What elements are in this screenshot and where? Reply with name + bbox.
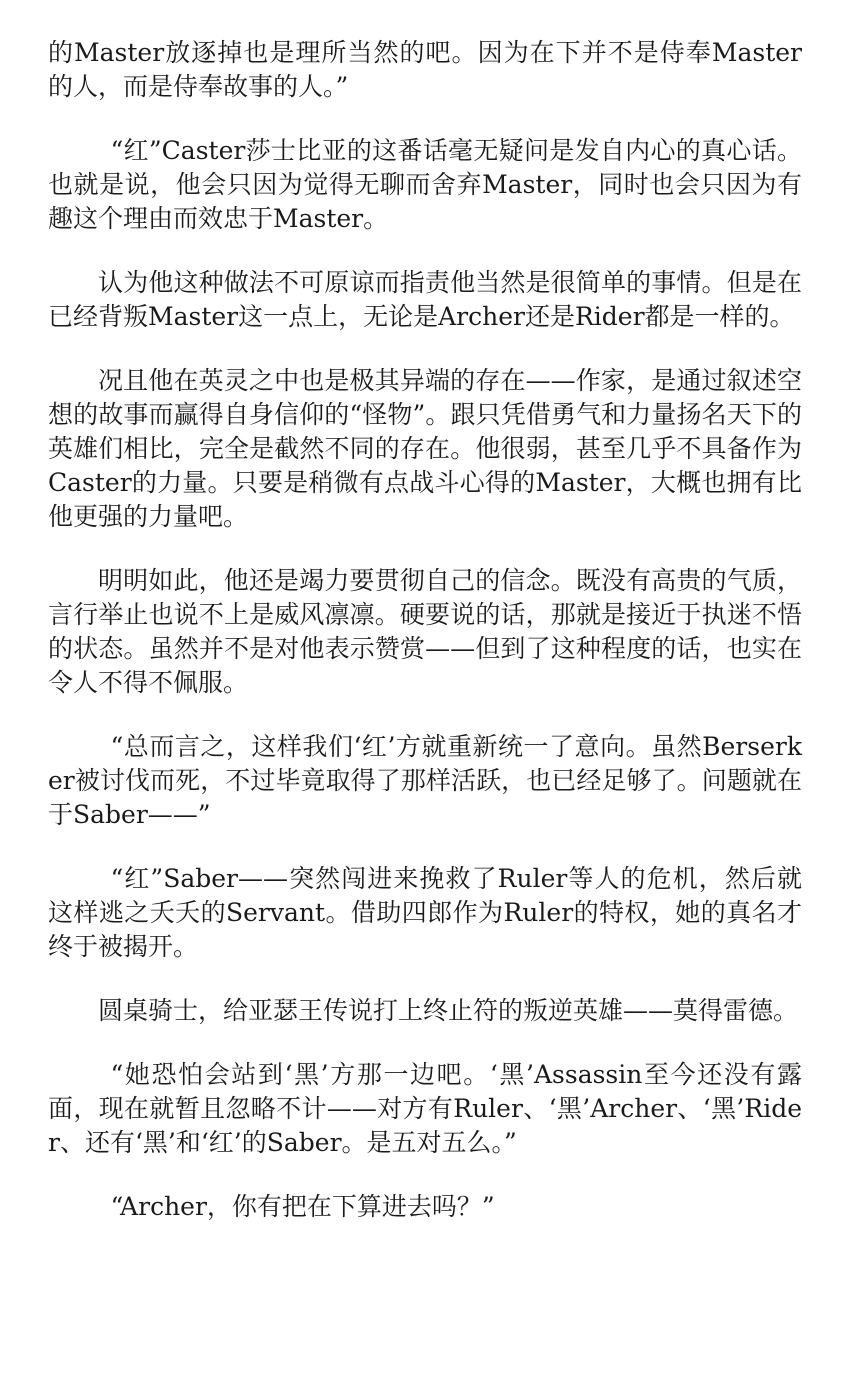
paragraph: 圆桌骑士，给亚瑟王传说打上终止符的叛逆英雄——莫得雷德。 [98, 996, 799, 1025]
document-page [48, 36, 802, 1254]
paragraph: 认为他这种做法不可原谅而指责他当然是很简单的事情。但是在已经背叛Master这一点上，无论是Archer还是Rider都是一样的。 [48, 268, 802, 331]
paragraph: 明明如此，他还是竭力要贯彻自己的信念。既没有高贵的气质，言行举止也说不上是威风凛凛。硬要说的话，那就是接近于执迷不悟的状态。虽然并不是对他表示赞赏——但到了这种程度的话，也实在令人不得不佩服。 [48, 566, 802, 697]
paragraph: 的Master放逐掉也是理所当然的吧。因为在下并不是侍奉Master的人，而是侍奉故事的人。” [48, 38, 802, 101]
paragraph: “她恐怕会站到‘黑’方那一边吧。‘黑’Assassin至今还没有露面，现在就暂且忽略不计——对方有Ruler、‘黑’Archer、‘黑’Rider、还有‘黑’和‘红’的Saber。是五对五么。” [48, 1060, 802, 1157]
paragraph: “Archer，你有把在下算进去吗？” [110, 1192, 495, 1221]
paragraph: “红”Saber——突然闯进来挽救了Ruler等人的危机，然后就这样逃之夭夭的Servant。借助四郎作为Ruler的特权，她的真名才终于被揭开。 [48, 864, 802, 961]
paragraph: “红”Caster莎士比亚的这番话毫无疑问是发自内心的真心话。也就是说，他会只因为觉得无聊而舍弃Master，同时也会只因为有趣这个理由而效忠于Master。 [48, 136, 802, 233]
paragraph: 况且他在英灵之中也是极其异端的存在——作家，是通过叙述空想的故事而赢得自身信仰的“怪物”。跟只凭借勇气和力量扬名天下的英雄们相比，完全是截然不同的存在。他很弱，甚至几乎不具备作为Caster的力量。只要是稍微有点战斗心得的Master，大概也拥有比他更强的力量吧。 [48, 366, 802, 531]
paragraph: “总而言之，这样我们‘红’方就重新统一了意向。虽然Berserker被讨伐而死，不过毕竟取得了那样活跃，也已经足够了。问题就在于Saber——” [48, 732, 802, 829]
